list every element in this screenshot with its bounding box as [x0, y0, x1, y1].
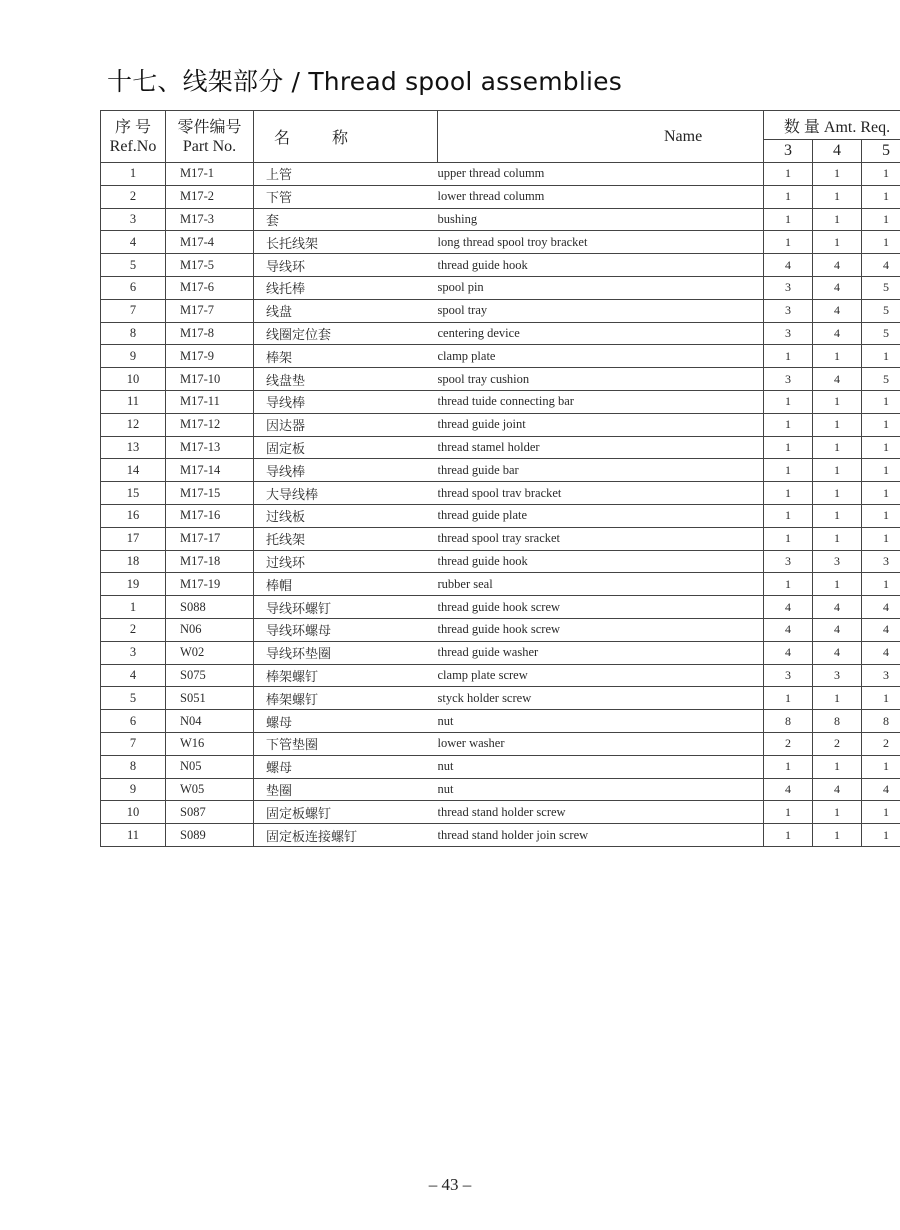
- ref-no-cell: 3: [101, 641, 166, 664]
- name-en-cell: spool pin: [438, 276, 764, 299]
- name-en-cell: lower thread columm: [438, 185, 764, 208]
- table-row: [101, 208, 900, 231]
- parts-table: [100, 110, 900, 847]
- name-en-cell: bushing: [438, 208, 764, 231]
- table-row: [101, 436, 900, 459]
- header-part-no: [166, 111, 254, 163]
- part-no-cell: M17-19: [166, 573, 254, 596]
- part-no-cell: M17-11: [166, 390, 254, 413]
- amt-4-cell: 4: [813, 276, 862, 299]
- ref-no-cell: 13: [101, 436, 166, 459]
- parts-table-body: [101, 163, 900, 847]
- part-no-cell: M17-3: [166, 208, 254, 231]
- header-ref-cn: 序 号: [114, 118, 151, 136]
- name-cn-cell: 导线环螺钉: [254, 596, 438, 619]
- amt-5-cell: 1: [862, 801, 900, 824]
- amt-4-cell: 4: [813, 254, 862, 277]
- amt-5-cell: 3: [862, 550, 900, 573]
- amt-3-cell: 1: [764, 413, 813, 436]
- ref-no-cell: 2: [101, 185, 166, 208]
- amt-4-cell: 1: [813, 504, 862, 527]
- amt-4-cell: 1: [813, 687, 862, 710]
- amt-3-cell: 3: [764, 299, 813, 322]
- name-cn-cell: 螺母: [254, 710, 438, 733]
- part-no-cell: M17-12: [166, 413, 254, 436]
- amt-4-cell: 1: [813, 231, 862, 254]
- ref-no-cell: 8: [101, 322, 166, 345]
- table-row: [101, 596, 900, 619]
- part-no-cell: M17-17: [166, 527, 254, 550]
- amt-3-cell: 1: [764, 163, 813, 186]
- part-no-cell: M17-15: [166, 482, 254, 505]
- amt-5-cell: 1: [862, 504, 900, 527]
- amt-3-cell: 3: [764, 664, 813, 687]
- amt-3-cell: 1: [764, 482, 813, 505]
- amt-3-cell: 4: [764, 254, 813, 277]
- amt-3-cell: 1: [764, 208, 813, 231]
- name-cn-cell: 托线架: [254, 527, 438, 550]
- amt-4-cell: 8: [813, 710, 862, 733]
- amt-3-cell: 3: [764, 322, 813, 345]
- name-cn-cell: 下管: [254, 185, 438, 208]
- name-en-cell: nut: [438, 710, 764, 733]
- part-no-cell: M17-5: [166, 254, 254, 277]
- amt-5-cell: 5: [862, 322, 900, 345]
- amt-3-cell: 1: [764, 436, 813, 459]
- header-name-cn: [254, 111, 438, 163]
- name-en-cell: thread guide hook: [438, 550, 764, 573]
- amt-5-cell: 1: [862, 345, 900, 368]
- name-cn-cell: 导线环垫圈: [254, 641, 438, 664]
- amt-3-cell: 1: [764, 573, 813, 596]
- name-en-cell: centering device: [438, 322, 764, 345]
- name-cn-cell: 棒架螺钉: [254, 664, 438, 687]
- table-row: [101, 618, 900, 641]
- ref-no-cell: 4: [101, 231, 166, 254]
- name-en-cell: thread spool tray sracket: [438, 527, 764, 550]
- amt-3-cell: 3: [764, 276, 813, 299]
- name-en-cell: thread stand holder screw: [438, 801, 764, 824]
- amt-4-cell: 2: [813, 732, 862, 755]
- name-cn-cell: 套: [254, 208, 438, 231]
- table-row: [101, 413, 900, 436]
- name-en-cell: spool tray: [438, 299, 764, 322]
- amt-4-cell: 1: [813, 436, 862, 459]
- table-row: [101, 732, 900, 755]
- amt-4-cell: 1: [813, 345, 862, 368]
- name-cn-cell: 固定板: [254, 436, 438, 459]
- name-cn-cell: 长托线架: [254, 231, 438, 254]
- table-row: [101, 573, 900, 596]
- part-no-cell: W05: [166, 778, 254, 801]
- name-cn-cell: 上管: [254, 163, 438, 186]
- name-cn-cell: 线盘垫: [254, 368, 438, 391]
- table-row: [101, 276, 900, 299]
- ref-no-cell: 1: [101, 163, 166, 186]
- amt-4-cell: 1: [813, 163, 862, 186]
- name-en-cell: long thread spool troy bracket: [438, 231, 764, 254]
- name-cn-cell: 棒帽: [254, 573, 438, 596]
- part-no-cell: S087: [166, 801, 254, 824]
- ref-no-cell: 19: [101, 573, 166, 596]
- ref-no-cell: 15: [101, 482, 166, 505]
- amt-5-cell: 1: [862, 163, 900, 186]
- amt-5-cell: 4: [862, 596, 900, 619]
- name-cn-cell: 线盘: [254, 299, 438, 322]
- amt-5-cell: 1: [862, 413, 900, 436]
- ref-no-cell: 9: [101, 778, 166, 801]
- name-cn-cell: 导线棒: [254, 390, 438, 413]
- page-number: – 43 –: [428, 1175, 472, 1194]
- ref-no-cell: 7: [101, 732, 166, 755]
- name-cn-cell: 垫圈: [254, 778, 438, 801]
- ref-no-cell: 5: [101, 687, 166, 710]
- table-row: [101, 550, 900, 573]
- ref-no-cell: 6: [101, 276, 166, 299]
- name-en-cell: styck holder screw: [438, 687, 764, 710]
- amt-5-cell: 1: [862, 482, 900, 505]
- name-en-cell: clamp plate: [438, 345, 764, 368]
- header-part-en: Part No.: [182, 137, 237, 155]
- name-cn-cell: 棒架: [254, 345, 438, 368]
- name-en-cell: spool tray cushion: [438, 368, 764, 391]
- name-cn-cell: 因达器: [254, 413, 438, 436]
- amt-4-cell: 4: [813, 368, 862, 391]
- name-en-cell: thread tuide connecting bar: [438, 390, 764, 413]
- part-no-cell: N04: [166, 710, 254, 733]
- part-no-cell: M17-9: [166, 345, 254, 368]
- name-cn-cell: 固定板连接螺钉: [254, 824, 438, 847]
- header-amt-col-3: 3: [764, 140, 813, 163]
- part-no-cell: S088: [166, 596, 254, 619]
- table-row: [101, 390, 900, 413]
- name-cn-cell: 过线环: [254, 550, 438, 573]
- name-cn-cell: 固定板螺钉: [254, 801, 438, 824]
- table-row: [101, 664, 900, 687]
- amt-3-cell: 1: [764, 185, 813, 208]
- table-row: [101, 755, 900, 778]
- name-en-cell: thread guide hook: [438, 254, 764, 277]
- amt-4-cell: 1: [813, 459, 862, 482]
- amt-5-cell: 1: [862, 436, 900, 459]
- part-no-cell: M17-2: [166, 185, 254, 208]
- name-en-cell: lower washer: [438, 732, 764, 755]
- amt-4-cell: 4: [813, 618, 862, 641]
- ref-no-cell: 16: [101, 504, 166, 527]
- name-cn-cell: 螺母: [254, 755, 438, 778]
- amt-5-cell: 1: [862, 208, 900, 231]
- amt-4-cell: 4: [813, 778, 862, 801]
- ref-no-cell: 8: [101, 755, 166, 778]
- amt-4-cell: 1: [813, 527, 862, 550]
- table-row: [101, 368, 900, 391]
- ref-no-cell: 11: [101, 824, 166, 847]
- amt-4-cell: 4: [813, 596, 862, 619]
- part-no-cell: W16: [166, 732, 254, 755]
- table-row: [101, 299, 900, 322]
- amt-3-cell: 4: [764, 596, 813, 619]
- amt-3-cell: 1: [764, 459, 813, 482]
- amt-5-cell: 8: [862, 710, 900, 733]
- part-no-cell: S075: [166, 664, 254, 687]
- amt-5-cell: 1: [862, 231, 900, 254]
- part-no-cell: M17-10: [166, 368, 254, 391]
- amt-3-cell: 2: [764, 732, 813, 755]
- table-row: [101, 504, 900, 527]
- amt-5-cell: 5: [862, 276, 900, 299]
- amt-5-cell: 1: [862, 573, 900, 596]
- part-no-cell: M17-1: [166, 163, 254, 186]
- amt-3-cell: 3: [764, 368, 813, 391]
- amt-4-cell: 1: [813, 208, 862, 231]
- header-amt-req: 数 量 Amt. Req.: [764, 111, 900, 140]
- name-en-cell: thread stamel holder: [438, 436, 764, 459]
- name-cn-cell: 导线棒: [254, 459, 438, 482]
- amt-3-cell: 3: [764, 550, 813, 573]
- header-name-cn-2: 称: [332, 130, 349, 147]
- amt-5-cell: 5: [862, 368, 900, 391]
- name-en-cell: thread guide plate: [438, 504, 764, 527]
- ref-no-cell: 1: [101, 596, 166, 619]
- part-no-cell: M17-18: [166, 550, 254, 573]
- name-en-cell: thread guide hook screw: [438, 596, 764, 619]
- part-no-cell: N05: [166, 755, 254, 778]
- amt-3-cell: 1: [764, 801, 813, 824]
- name-cn-cell: 过线板: [254, 504, 438, 527]
- amt-5-cell: 4: [862, 641, 900, 664]
- name-en-cell: rubber seal: [438, 573, 764, 596]
- amt-5-cell: 4: [862, 254, 900, 277]
- amt-5-cell: 4: [862, 778, 900, 801]
- amt-5-cell: 1: [862, 824, 900, 847]
- name-en-cell: thread stand holder join screw: [438, 824, 764, 847]
- amt-3-cell: 4: [764, 641, 813, 664]
- amt-3-cell: 1: [764, 687, 813, 710]
- table-row: [101, 231, 900, 254]
- table-row: [101, 322, 900, 345]
- table-row: [101, 710, 900, 733]
- table-row: [101, 459, 900, 482]
- ref-no-cell: 11: [101, 390, 166, 413]
- part-no-cell: M17-16: [166, 504, 254, 527]
- part-no-cell: M17-8: [166, 322, 254, 345]
- header-part-cn: 零件编号: [177, 118, 242, 136]
- name-cn-cell: 导线环螺母: [254, 618, 438, 641]
- ref-no-cell: 2: [101, 618, 166, 641]
- ref-no-cell: 10: [101, 801, 166, 824]
- name-en-cell: thread guide joint: [438, 413, 764, 436]
- name-en-cell: thread guide hook screw: [438, 618, 764, 641]
- amt-4-cell: 4: [813, 322, 862, 345]
- name-en-cell: thread guide bar: [438, 459, 764, 482]
- amt-5-cell: 1: [862, 459, 900, 482]
- amt-3-cell: 4: [764, 778, 813, 801]
- name-cn-cell: 下管垫圈: [254, 732, 438, 755]
- part-no-cell: W02: [166, 641, 254, 664]
- amt-5-cell: 1: [862, 527, 900, 550]
- amt-5-cell: 1: [862, 390, 900, 413]
- table-row: [101, 641, 900, 664]
- amt-5-cell: 2: [862, 732, 900, 755]
- ref-no-cell: 3: [101, 208, 166, 231]
- amt-3-cell: 1: [764, 527, 813, 550]
- ref-no-cell: 7: [101, 299, 166, 322]
- amt-4-cell: 1: [813, 390, 862, 413]
- amt-5-cell: 1: [862, 185, 900, 208]
- header-amt-col-4: 4: [813, 140, 862, 163]
- amt-4-cell: 1: [813, 801, 862, 824]
- amt-3-cell: 1: [764, 231, 813, 254]
- table-row: [101, 163, 900, 186]
- amt-3-cell: 4: [764, 618, 813, 641]
- table-row: [101, 778, 900, 801]
- amt-4-cell: 1: [813, 824, 862, 847]
- amt-4-cell: 1: [813, 482, 862, 505]
- table-row: [101, 687, 900, 710]
- ref-no-cell: 12: [101, 413, 166, 436]
- part-no-cell: M17-13: [166, 436, 254, 459]
- name-cn-cell: 大导线棒: [254, 482, 438, 505]
- name-cn-cell: 棒架螺钉: [254, 687, 438, 710]
- amt-3-cell: 1: [764, 390, 813, 413]
- name-cn-cell: 线托棒: [254, 276, 438, 299]
- table-row: [101, 824, 900, 847]
- header-ref-en: Ref.No: [109, 137, 157, 155]
- ref-no-cell: 14: [101, 459, 166, 482]
- amt-5-cell: 4: [862, 618, 900, 641]
- ref-no-cell: 17: [101, 527, 166, 550]
- part-no-cell: S089: [166, 824, 254, 847]
- amt-4-cell: 3: [813, 664, 862, 687]
- table-row: [101, 527, 900, 550]
- ref-no-cell: 5: [101, 254, 166, 277]
- page-title: 十七、线架部分 / Thread spool assemblies: [107, 67, 622, 96]
- amt-4-cell: 1: [813, 185, 862, 208]
- table-row: [101, 185, 900, 208]
- amt-4-cell: 1: [813, 755, 862, 778]
- amt-5-cell: 1: [862, 687, 900, 710]
- part-no-cell: S051: [166, 687, 254, 710]
- ref-no-cell: 9: [101, 345, 166, 368]
- amt-4-cell: 4: [813, 641, 862, 664]
- header-amt-col-5: 5: [862, 140, 900, 163]
- part-no-cell: M17-14: [166, 459, 254, 482]
- ref-no-cell: 6: [101, 710, 166, 733]
- part-no-cell: N06: [166, 618, 254, 641]
- header-ref-no: [101, 111, 166, 163]
- amt-3-cell: 1: [764, 345, 813, 368]
- amt-3-cell: 8: [764, 710, 813, 733]
- ref-no-cell: 4: [101, 664, 166, 687]
- table-row: [101, 482, 900, 505]
- name-cn-cell: 导线环: [254, 254, 438, 277]
- name-en-cell: thread guide washer: [438, 641, 764, 664]
- amt-3-cell: 1: [764, 755, 813, 778]
- name-en-cell: nut: [438, 755, 764, 778]
- table-row: [101, 801, 900, 824]
- amt-4-cell: 1: [813, 573, 862, 596]
- header-name-en: Name: [438, 111, 764, 163]
- amt-5-cell: 5: [862, 299, 900, 322]
- amt-5-cell: 1: [862, 755, 900, 778]
- amt-3-cell: 1: [764, 824, 813, 847]
- amt-3-cell: 1: [764, 504, 813, 527]
- part-no-cell: M17-7: [166, 299, 254, 322]
- ref-no-cell: 18: [101, 550, 166, 573]
- name-en-cell: upper thread columm: [438, 163, 764, 186]
- amt-4-cell: 4: [813, 299, 862, 322]
- name-en-cell: thread spool trav bracket: [438, 482, 764, 505]
- amt-4-cell: 1: [813, 413, 862, 436]
- name-en-cell: nut: [438, 778, 764, 801]
- header-name-cn-1: 名: [274, 130, 291, 147]
- table-row: [101, 254, 900, 277]
- table-row: [101, 345, 900, 368]
- amt-5-cell: 3: [862, 664, 900, 687]
- part-no-cell: M17-6: [166, 276, 254, 299]
- part-no-cell: M17-4: [166, 231, 254, 254]
- name-en-cell: clamp plate screw: [438, 664, 764, 687]
- amt-4-cell: 3: [813, 550, 862, 573]
- ref-no-cell: 10: [101, 368, 166, 391]
- name-cn-cell: 线圈定位套: [254, 322, 438, 345]
